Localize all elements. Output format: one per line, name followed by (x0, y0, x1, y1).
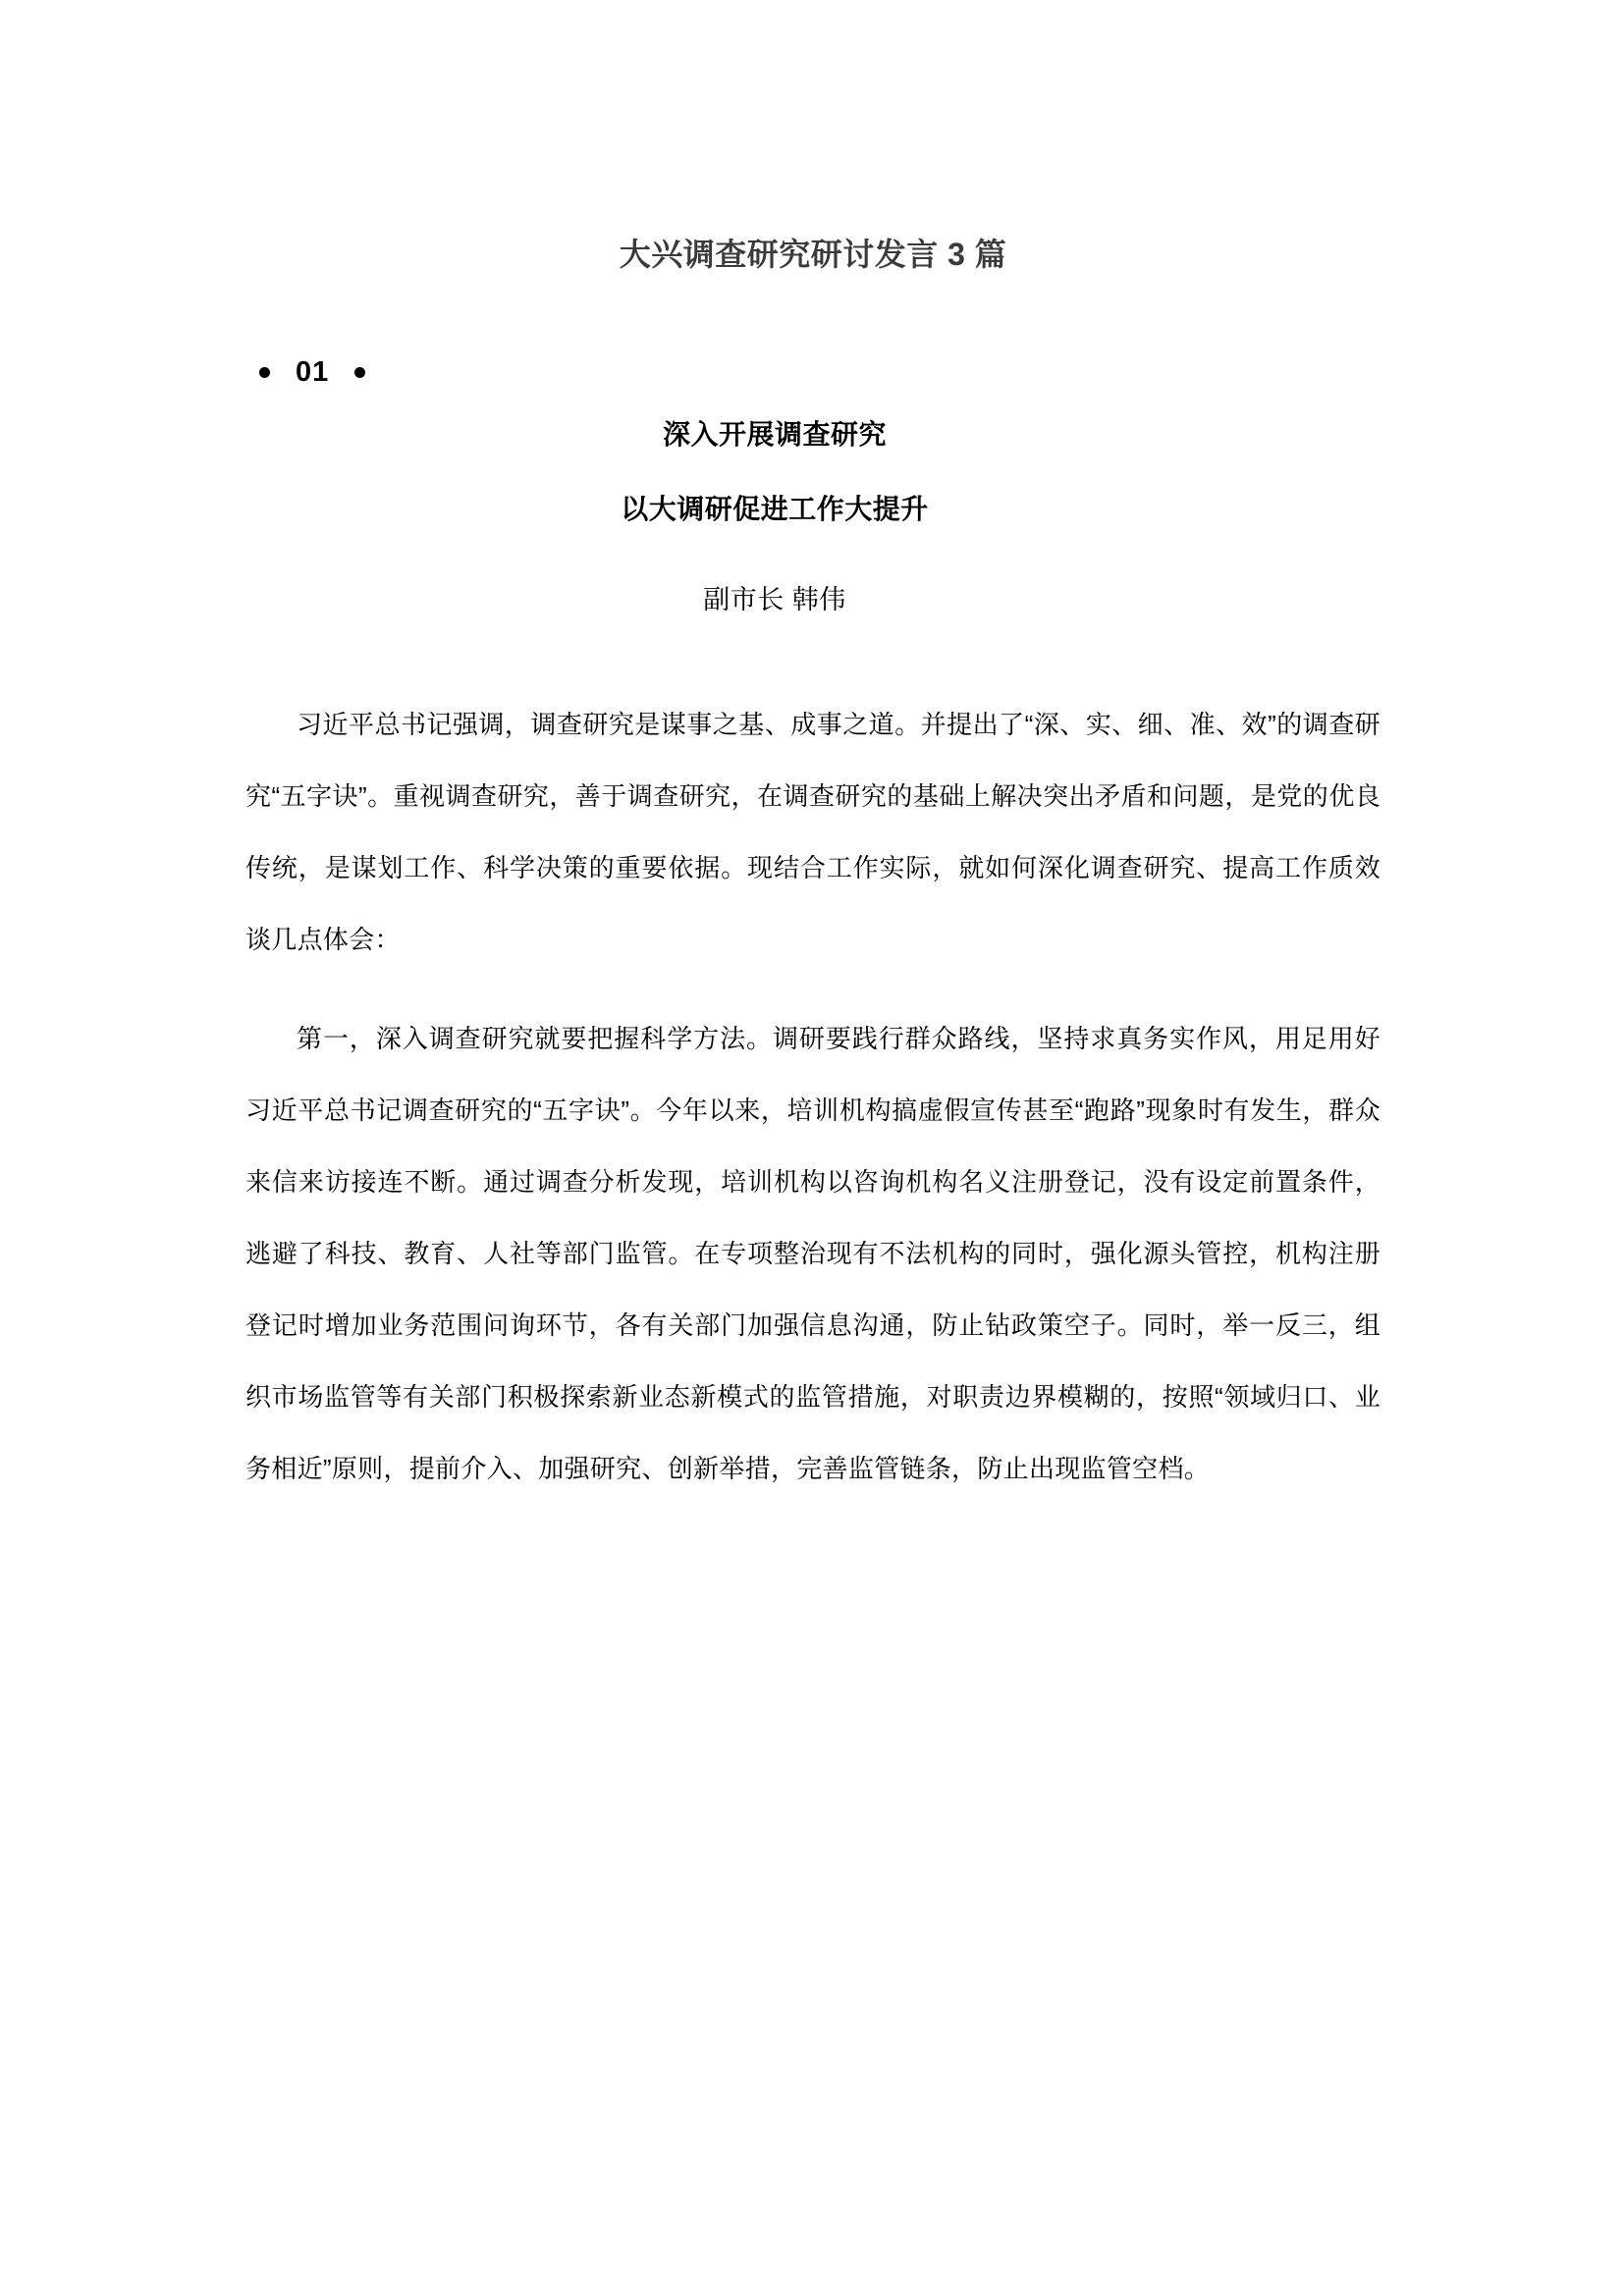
body-paragraph: 第一，深入调查研究就要把握科学方法。调研要践行群众路线，坚持求真务实作风，用足用好习近平总书记调查研究的“五字诀”。今年以来，培训机构搞虚假宣传甚至“跑路”现象时有发生，群众来信来访接连不断。通过调查分析发现，培训机构以咨询机构名义注册登记，没有设定前置条件，逃避了科技、教育、人社等部门监管。在专项整治现有不法机构的同时，强化源头管控，机构注册登记时增加业务范围问询环节，各有关部门加强信息沟通，防止钻政策空子。同时，举一反三，组织市场监管等有关部门积极探索新业态新模式的监管措施，对职责边界模糊的，按照“领域归口、业务相近”原则，提前介入、加强研究、创新举措，完善监管链条，防止出现监管空档。 (245, 1024, 1380, 1484)
bullet-dot-right-icon (354, 367, 365, 378)
document-content-column (245, 0, 1380, 1505)
bullet-dot-left-icon (259, 367, 270, 378)
section-heading-line-1: 深入开展调查研究 (662, 419, 887, 451)
author-byline: 副市长 韩伟 (703, 584, 846, 614)
body-paragraph: 习近平总书记强调，调查研究是谋事之基、成事之道。并提出了“深、实、细、准、效”的调查研究“五字诀”。重视调查研究，善于调查研究，在调查研究的基础上解决突出矛盾和问题，是党的优良传统，是谋划工作、科学决策的重要依据。现结合工作实际，就如何深化调查研究、提高工作质效谈几点体会： (245, 710, 1380, 955)
page-title: 大兴调查研究研讨发言 3 篇 (619, 237, 1007, 272)
body-text-block (245, 689, 1380, 1505)
section-marker (245, 352, 1380, 392)
section-number: 01 (296, 355, 330, 388)
section-heading-line-2: 以大调研促进工作大提升 (621, 494, 929, 525)
